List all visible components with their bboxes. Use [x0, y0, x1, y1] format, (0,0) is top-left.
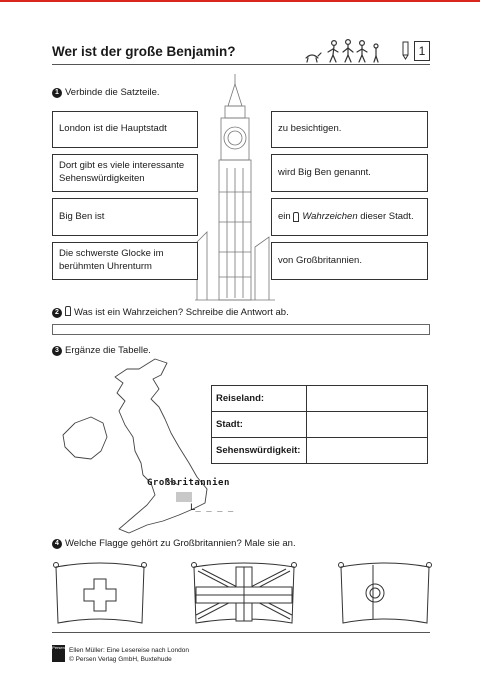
- answer-cell[interactable]: [307, 386, 428, 412]
- task1-instruction: Verbinde die Satzteile.: [65, 87, 160, 98]
- swiss-flag[interactable]: [50, 555, 150, 630]
- task1-heading: [52, 87, 160, 98]
- task4-heading: [52, 538, 296, 549]
- right-part-3-end: dieser Stadt.: [360, 210, 414, 222]
- row-label: Sehenswürdigkeit:: [212, 438, 307, 464]
- task3-instruction: Ergänze die Tabelle.: [65, 345, 151, 356]
- pencil-icon: [293, 212, 299, 222]
- page-title: Wer ist der große Benjamin?: [52, 44, 236, 59]
- pencil-icon: [400, 40, 412, 60]
- footer-line-1: Ellen Müller: Eine Lesereise nach London: [69, 647, 189, 654]
- right-part-3-start: ein: [278, 210, 291, 222]
- uk-flag[interactable]: [188, 555, 300, 630]
- right-part-3[interactable]: [271, 198, 428, 236]
- right-part-1[interactable]: zu besichtigen.: [271, 111, 428, 148]
- walking-family-icon: [300, 38, 400, 64]
- table-row: [212, 386, 428, 412]
- map-label: Großbritannien: [147, 478, 230, 488]
- keyword-wahrzeichen: Wahrzeichen: [302, 210, 358, 222]
- logo-text: Persen: [52, 645, 65, 650]
- left-part-3[interactable]: Big Ben ist: [52, 198, 198, 236]
- table-row: [212, 412, 428, 438]
- right-part-2[interactable]: wird Big Ben genannt.: [271, 154, 428, 192]
- publisher-logo: [52, 645, 65, 662]
- info-table: [211, 385, 428, 464]
- row-label: Stadt:: [212, 412, 307, 438]
- big-ben-illustration: [195, 72, 275, 304]
- map-marker: L_ _ _ _: [190, 503, 234, 513]
- footer-credit: [69, 646, 189, 664]
- task2-heading: [52, 306, 289, 318]
- left-part-2[interactable]: Dort gibt es viele interessante Sehenswürdigkeiten: [52, 154, 198, 192]
- task-number: 3: [52, 346, 62, 356]
- answer-cell[interactable]: [307, 438, 428, 464]
- right-part-4[interactable]: von Großbritannien.: [271, 242, 428, 280]
- portugal-flag[interactable]: [335, 555, 435, 630]
- row-label: Reiseland:: [212, 386, 307, 412]
- header-rule: [52, 64, 430, 65]
- top-border: [0, 0, 480, 2]
- table-row: [212, 438, 428, 464]
- task-number: 2: [52, 308, 62, 318]
- footer-line-2: © Persen Verlag GmbH, Buxtehude: [69, 656, 172, 663]
- task4-instruction: Welche Flagge gehört zu Großbritannien? Male sie an.: [65, 538, 296, 549]
- answer-cell[interactable]: [307, 412, 428, 438]
- pencil-icon: [65, 306, 71, 316]
- left-part-1[interactable]: London ist die Hauptstadt: [52, 111, 198, 148]
- page-number: 1: [414, 41, 430, 61]
- task2-instruction: Was ist ein Wahrzeichen? Schreibe die Antwort ab.: [74, 307, 289, 318]
- left-part-4[interactable]: Die schwerste Glocke im berühmten Uhrenturm: [52, 242, 198, 280]
- answer-field[interactable]: [52, 324, 430, 335]
- footer-rule: [52, 632, 430, 633]
- task-number: 1: [52, 88, 62, 98]
- task-number: 4: [52, 539, 62, 549]
